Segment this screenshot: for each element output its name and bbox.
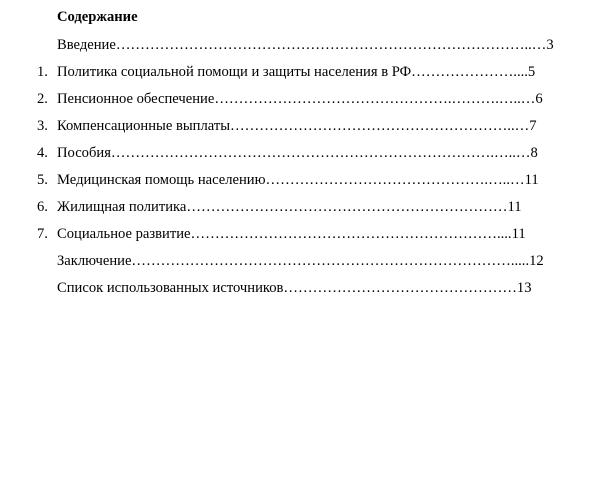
toc-entry-text: Пенсионное обеспечение………………………………………….……….…..…6: [57, 91, 543, 107]
toc-entry-text: Пособия…………………………………………………………………….…..…8: [57, 145, 538, 161]
toc-entry-number: 7.: [37, 226, 48, 242]
toc-entry-7: [0, 225, 606, 243]
toc-entry-text: Медицинская помощь населению……………………………………….…..…11: [57, 172, 539, 188]
toc-entry-number: 1.: [37, 64, 48, 80]
toc-entry-text: Социальное развитие………………………………………………………....11: [57, 226, 526, 242]
toc-entry-conclusion: [0, 252, 606, 270]
toc-entry-5: [0, 171, 606, 189]
toc-entry-number: 4.: [37, 145, 48, 161]
toc-entry-number: 2.: [37, 91, 48, 107]
toc-entry-text: Компенсационные выплаты…………………………………………………..…7: [57, 118, 537, 134]
toc-entry-text: Список использованных источников…………………………………………13: [57, 280, 532, 296]
toc-entry-4: [0, 144, 606, 162]
toc-entry-6: [0, 198, 606, 216]
toc-entry-text: Политика социальной помощи и защиты населения в РФ…………………....5: [57, 64, 536, 80]
toc-entry-number: 5.: [37, 172, 48, 188]
toc-entry-introduction: [0, 36, 606, 54]
toc-entry-number: 6.: [37, 199, 48, 215]
toc-heading: Содержание: [57, 9, 138, 25]
toc-entry-1: [0, 63, 606, 81]
toc-entry-text: Введение…………………………………………………………………………..…3: [57, 37, 554, 53]
toc-entry-text: Заключение…………………………………………………………………….....12: [57, 253, 544, 269]
toc-entry-references: [0, 279, 606, 297]
toc-entry-2: [0, 90, 606, 108]
toc-entry-text: Жилищная политика…………………………………………………………11: [57, 199, 522, 215]
toc-entry-number: 3.: [37, 118, 48, 134]
toc-entry-3: [0, 117, 606, 135]
